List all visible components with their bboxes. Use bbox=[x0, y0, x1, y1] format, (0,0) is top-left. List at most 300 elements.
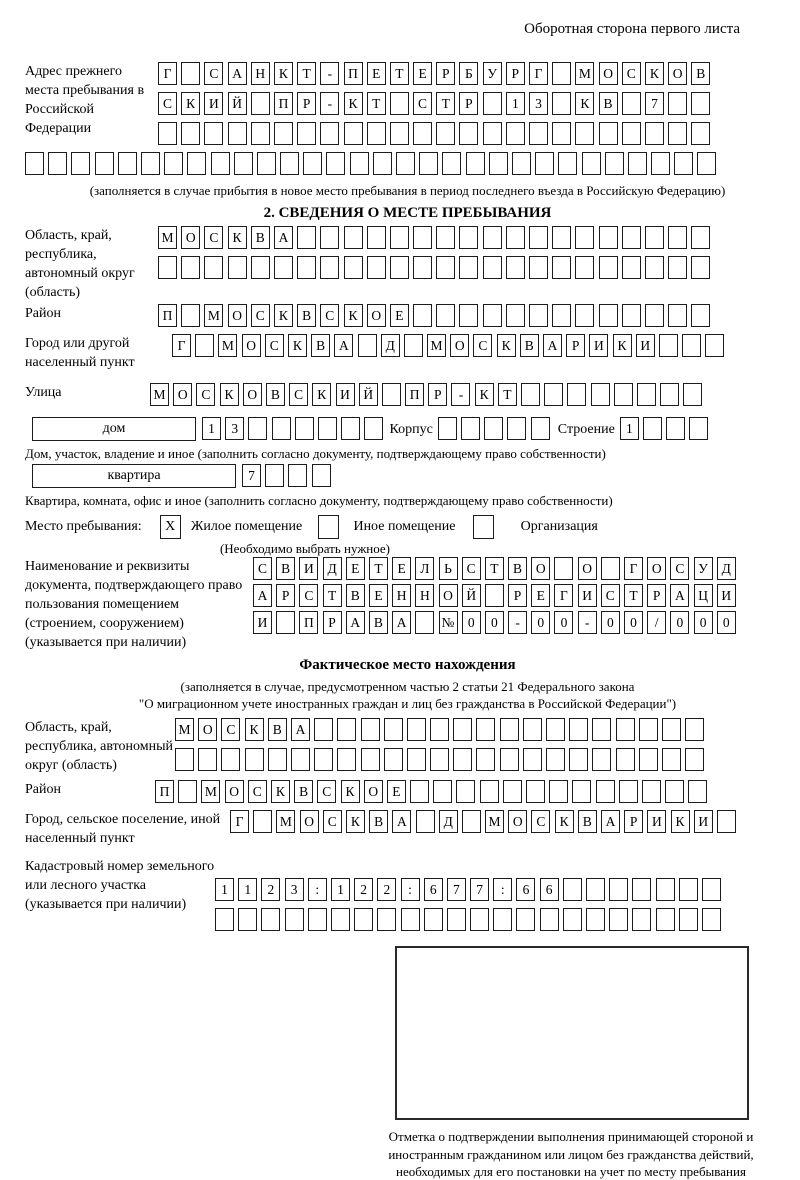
char-box[interactable]: М bbox=[201, 780, 220, 803]
char-box[interactable]: М bbox=[150, 383, 169, 406]
char-box[interactable]: О bbox=[181, 226, 200, 249]
char-box[interactable]: С bbox=[320, 304, 339, 327]
char-box[interactable]: В bbox=[268, 718, 287, 741]
char-box[interactable]: Т bbox=[485, 557, 504, 580]
char-box[interactable] bbox=[619, 780, 638, 803]
char-box[interactable]: В bbox=[311, 334, 330, 357]
char-box[interactable]: Р bbox=[323, 611, 342, 634]
char-box[interactable]: 0 bbox=[554, 611, 573, 634]
char-box[interactable] bbox=[609, 878, 628, 901]
char-box[interactable] bbox=[297, 256, 316, 279]
char-box[interactable] bbox=[500, 718, 519, 741]
char-box[interactable] bbox=[483, 226, 502, 249]
char-box[interactable]: Г bbox=[230, 810, 249, 833]
char-box[interactable] bbox=[662, 718, 681, 741]
char-box[interactable] bbox=[430, 748, 449, 771]
char-box[interactable]: - bbox=[320, 92, 339, 115]
char-box[interactable] bbox=[181, 122, 200, 145]
char-box[interactable]: Т bbox=[369, 557, 388, 580]
char-box[interactable]: К bbox=[228, 226, 247, 249]
char-box[interactable] bbox=[540, 908, 559, 931]
char-box[interactable]: Т bbox=[624, 584, 643, 607]
char-box[interactable]: 2 bbox=[377, 878, 396, 901]
char-box[interactable] bbox=[526, 780, 545, 803]
char-box[interactable] bbox=[668, 122, 687, 145]
char-box[interactable] bbox=[251, 122, 270, 145]
char-box[interactable] bbox=[447, 908, 466, 931]
char-box[interactable]: Т bbox=[436, 92, 455, 115]
char-box[interactable] bbox=[415, 611, 434, 634]
char-box[interactable] bbox=[297, 122, 316, 145]
char-box[interactable]: 1 bbox=[202, 417, 221, 440]
char-box[interactable]: 7 bbox=[447, 878, 466, 901]
char-box[interactable]: К bbox=[555, 810, 574, 833]
char-box[interactable]: К bbox=[181, 92, 200, 115]
char-box[interactable] bbox=[344, 122, 363, 145]
char-box[interactable] bbox=[95, 152, 114, 175]
char-box[interactable] bbox=[215, 908, 234, 931]
char-box[interactable]: А bbox=[274, 226, 293, 249]
char-box[interactable] bbox=[552, 62, 571, 85]
char-box[interactable] bbox=[436, 226, 455, 249]
char-box[interactable] bbox=[516, 908, 535, 931]
char-box[interactable] bbox=[470, 908, 489, 931]
char-box[interactable] bbox=[118, 152, 137, 175]
char-box[interactable] bbox=[601, 557, 620, 580]
char-box[interactable] bbox=[390, 122, 409, 145]
char-box[interactable]: И bbox=[578, 584, 597, 607]
char-box[interactable]: Д bbox=[381, 334, 400, 357]
char-box[interactable] bbox=[257, 152, 276, 175]
char-box[interactable] bbox=[285, 908, 304, 931]
char-box[interactable]: Р bbox=[508, 584, 527, 607]
char-box[interactable]: П bbox=[155, 780, 174, 803]
char-box[interactable] bbox=[483, 304, 502, 327]
char-box[interactable]: Р bbox=[647, 584, 666, 607]
char-box[interactable]: Ц bbox=[694, 584, 713, 607]
char-box[interactable]: К bbox=[497, 334, 516, 357]
char-box[interactable] bbox=[622, 92, 641, 115]
char-box[interactable]: В bbox=[578, 810, 597, 833]
char-box[interactable] bbox=[691, 226, 710, 249]
char-box[interactable] bbox=[195, 334, 214, 357]
char-box[interactable]: Л bbox=[415, 557, 434, 580]
char-box[interactable]: А bbox=[346, 611, 365, 634]
char-box[interactable] bbox=[592, 718, 611, 741]
char-box[interactable] bbox=[599, 122, 618, 145]
char-box[interactable] bbox=[268, 748, 287, 771]
char-box[interactable] bbox=[582, 152, 601, 175]
char-box[interactable] bbox=[622, 256, 641, 279]
char-box[interactable] bbox=[228, 122, 247, 145]
char-box[interactable]: 2 bbox=[261, 878, 280, 901]
char-box[interactable]: С bbox=[204, 226, 223, 249]
char-box[interactable]: 0 bbox=[485, 611, 504, 634]
char-box[interactable] bbox=[493, 908, 512, 931]
char-box[interactable]: С bbox=[323, 810, 342, 833]
char-box[interactable]: Г bbox=[158, 62, 177, 85]
char-box[interactable] bbox=[245, 748, 264, 771]
char-box[interactable] bbox=[358, 334, 377, 357]
char-box[interactable]: : bbox=[308, 878, 327, 901]
char-box[interactable] bbox=[535, 152, 554, 175]
char-box[interactable]: И bbox=[717, 584, 736, 607]
char-box[interactable]: О bbox=[242, 334, 261, 357]
char-box[interactable]: 6 bbox=[540, 878, 559, 901]
char-box[interactable] bbox=[683, 383, 702, 406]
char-box[interactable] bbox=[204, 256, 223, 279]
char-box[interactable]: М bbox=[204, 304, 223, 327]
char-box[interactable] bbox=[702, 878, 721, 901]
char-box[interactable] bbox=[628, 152, 647, 175]
char-box[interactable] bbox=[616, 718, 635, 741]
char-box[interactable]: О bbox=[228, 304, 247, 327]
char-box[interactable] bbox=[436, 122, 455, 145]
checkbox-residential[interactable]: X bbox=[160, 515, 181, 539]
char-box[interactable] bbox=[523, 718, 542, 741]
checkbox-other-premises[interactable] bbox=[318, 515, 339, 539]
char-box[interactable] bbox=[384, 748, 403, 771]
char-box[interactable]: С bbox=[251, 304, 270, 327]
char-box[interactable]: М bbox=[427, 334, 446, 357]
char-box[interactable]: К bbox=[344, 92, 363, 115]
char-box[interactable] bbox=[361, 748, 380, 771]
char-box[interactable] bbox=[521, 383, 540, 406]
char-box[interactable] bbox=[662, 748, 681, 771]
char-box[interactable]: В bbox=[346, 584, 365, 607]
char-box[interactable]: И bbox=[589, 334, 608, 357]
char-box[interactable]: К bbox=[341, 780, 360, 803]
char-box[interactable] bbox=[25, 152, 44, 175]
char-box[interactable] bbox=[659, 334, 678, 357]
char-box[interactable] bbox=[297, 226, 316, 249]
char-box[interactable] bbox=[413, 226, 432, 249]
char-box[interactable] bbox=[575, 256, 594, 279]
char-box[interactable] bbox=[413, 256, 432, 279]
char-box[interactable]: 1 bbox=[620, 417, 639, 440]
char-box[interactable] bbox=[506, 226, 525, 249]
char-box[interactable]: М bbox=[175, 718, 194, 741]
char-box[interactable]: К bbox=[274, 304, 293, 327]
char-box[interactable] bbox=[459, 256, 478, 279]
char-box[interactable]: Е bbox=[413, 62, 432, 85]
char-box[interactable] bbox=[483, 256, 502, 279]
char-box[interactable] bbox=[546, 718, 565, 741]
char-box[interactable] bbox=[575, 226, 594, 249]
char-box[interactable] bbox=[503, 780, 522, 803]
char-box[interactable] bbox=[303, 152, 322, 175]
char-box[interactable] bbox=[575, 122, 594, 145]
char-box[interactable]: Т bbox=[498, 383, 517, 406]
char-box[interactable] bbox=[500, 748, 519, 771]
char-box[interactable] bbox=[691, 122, 710, 145]
char-box[interactable] bbox=[424, 908, 443, 931]
char-box[interactable]: О bbox=[578, 557, 597, 580]
char-box[interactable] bbox=[605, 152, 624, 175]
char-box[interactable] bbox=[679, 908, 698, 931]
char-box[interactable]: Д bbox=[323, 557, 342, 580]
char-box[interactable]: Й bbox=[228, 92, 247, 115]
char-box[interactable] bbox=[645, 304, 664, 327]
char-box[interactable]: Й bbox=[462, 584, 481, 607]
char-box[interactable]: Н bbox=[251, 62, 270, 85]
char-box[interactable]: О bbox=[668, 62, 687, 85]
char-box[interactable]: О bbox=[450, 334, 469, 357]
char-box[interactable]: 1 bbox=[506, 92, 525, 115]
char-box[interactable] bbox=[178, 780, 197, 803]
char-box[interactable]: А bbox=[392, 611, 411, 634]
char-box[interactable]: Р bbox=[566, 334, 585, 357]
char-box[interactable] bbox=[291, 748, 310, 771]
char-box[interactable]: П bbox=[158, 304, 177, 327]
char-box[interactable]: 0 bbox=[624, 611, 643, 634]
char-box[interactable] bbox=[350, 152, 369, 175]
char-box[interactable] bbox=[639, 748, 658, 771]
char-box[interactable] bbox=[689, 417, 708, 440]
char-box[interactable] bbox=[390, 256, 409, 279]
char-box[interactable] bbox=[632, 878, 651, 901]
char-box[interactable]: К bbox=[245, 718, 264, 741]
char-box[interactable] bbox=[666, 417, 685, 440]
char-box[interactable] bbox=[705, 334, 724, 357]
char-box[interactable]: Е bbox=[392, 557, 411, 580]
char-box[interactable] bbox=[596, 780, 615, 803]
char-box[interactable]: 0 bbox=[531, 611, 550, 634]
char-box[interactable] bbox=[546, 748, 565, 771]
char-box[interactable] bbox=[637, 383, 656, 406]
char-box[interactable] bbox=[442, 152, 461, 175]
char-box[interactable] bbox=[221, 748, 240, 771]
char-box[interactable] bbox=[549, 780, 568, 803]
char-box[interactable] bbox=[506, 122, 525, 145]
char-box[interactable]: В bbox=[276, 557, 295, 580]
char-box[interactable] bbox=[563, 908, 582, 931]
char-box[interactable]: Н bbox=[392, 584, 411, 607]
char-box[interactable]: Б bbox=[459, 62, 478, 85]
char-box[interactable]: К bbox=[346, 810, 365, 833]
char-box[interactable]: О bbox=[647, 557, 666, 580]
char-box[interactable] bbox=[645, 226, 664, 249]
char-box[interactable]: 0 bbox=[694, 611, 713, 634]
char-box[interactable] bbox=[238, 908, 257, 931]
char-box[interactable] bbox=[599, 304, 618, 327]
char-box[interactable] bbox=[274, 256, 293, 279]
char-box[interactable] bbox=[569, 748, 588, 771]
char-box[interactable]: К bbox=[288, 334, 307, 357]
char-box[interactable]: 1 bbox=[238, 878, 257, 901]
char-box[interactable] bbox=[272, 417, 291, 440]
char-box[interactable] bbox=[567, 383, 586, 406]
char-box[interactable] bbox=[274, 122, 293, 145]
char-box[interactable]: А bbox=[601, 810, 620, 833]
char-box[interactable] bbox=[361, 718, 380, 741]
char-box[interactable]: У bbox=[694, 557, 713, 580]
char-box[interactable] bbox=[668, 92, 687, 115]
char-box[interactable] bbox=[382, 383, 401, 406]
char-box[interactable] bbox=[572, 780, 591, 803]
char-box[interactable]: С bbox=[221, 718, 240, 741]
char-box[interactable]: Е bbox=[387, 780, 406, 803]
char-box[interactable]: 0 bbox=[601, 611, 620, 634]
char-box[interactable]: - bbox=[508, 611, 527, 634]
char-box[interactable]: И bbox=[694, 810, 713, 833]
char-box[interactable]: Т bbox=[323, 584, 342, 607]
char-box[interactable] bbox=[483, 92, 502, 115]
char-box[interactable]: А bbox=[670, 584, 689, 607]
char-box[interactable] bbox=[552, 256, 571, 279]
char-box[interactable] bbox=[609, 908, 628, 931]
char-box[interactable] bbox=[344, 256, 363, 279]
char-box[interactable] bbox=[436, 304, 455, 327]
char-box[interactable] bbox=[599, 256, 618, 279]
char-box[interactable]: 7 bbox=[470, 878, 489, 901]
char-box[interactable] bbox=[660, 383, 679, 406]
char-box[interactable]: С bbox=[622, 62, 641, 85]
char-box[interactable]: Р bbox=[506, 62, 525, 85]
char-box[interactable] bbox=[569, 718, 588, 741]
char-box[interactable] bbox=[318, 417, 337, 440]
char-box[interactable]: И bbox=[299, 557, 318, 580]
char-box[interactable]: Т bbox=[367, 92, 386, 115]
char-box[interactable] bbox=[599, 226, 618, 249]
char-box[interactable] bbox=[253, 810, 272, 833]
char-box[interactable]: - bbox=[320, 62, 339, 85]
char-box[interactable] bbox=[211, 152, 230, 175]
char-box[interactable] bbox=[674, 152, 693, 175]
char-box[interactable] bbox=[251, 92, 270, 115]
char-box[interactable] bbox=[462, 810, 481, 833]
char-box[interactable]: Р bbox=[624, 810, 643, 833]
char-box[interactable] bbox=[265, 464, 284, 487]
char-box[interactable] bbox=[476, 718, 495, 741]
char-box[interactable]: 0 bbox=[717, 611, 736, 634]
char-box[interactable]: М bbox=[485, 810, 504, 833]
char-box[interactable] bbox=[413, 304, 432, 327]
char-box[interactable]: О bbox=[364, 780, 383, 803]
char-box[interactable] bbox=[158, 256, 177, 279]
char-box[interactable] bbox=[552, 304, 571, 327]
char-box[interactable]: Р bbox=[459, 92, 478, 115]
char-box[interactable] bbox=[656, 878, 675, 901]
char-box[interactable]: М bbox=[158, 226, 177, 249]
char-box[interactable]: О bbox=[599, 62, 618, 85]
char-box[interactable]: В bbox=[691, 62, 710, 85]
char-box[interactable]: К bbox=[344, 304, 363, 327]
char-box[interactable]: 6 bbox=[424, 878, 443, 901]
char-box[interactable] bbox=[639, 718, 658, 741]
char-box[interactable]: В bbox=[369, 611, 388, 634]
char-box[interactable]: П bbox=[344, 62, 363, 85]
char-box[interactable]: С bbox=[317, 780, 336, 803]
char-box[interactable]: С bbox=[196, 383, 215, 406]
char-box[interactable] bbox=[507, 417, 526, 440]
char-box[interactable]: Г bbox=[172, 334, 191, 357]
char-box[interactable]: К bbox=[575, 92, 594, 115]
char-box[interactable] bbox=[682, 334, 701, 357]
char-box[interactable] bbox=[456, 780, 475, 803]
char-box[interactable]: И bbox=[336, 383, 355, 406]
char-box[interactable] bbox=[622, 226, 641, 249]
char-box[interactable]: 1 bbox=[215, 878, 234, 901]
char-box[interactable]: В bbox=[297, 304, 316, 327]
char-box[interactable]: Д bbox=[439, 810, 458, 833]
char-box[interactable] bbox=[384, 718, 403, 741]
char-box[interactable]: Е bbox=[369, 584, 388, 607]
char-box[interactable] bbox=[552, 226, 571, 249]
checkbox-organization[interactable] bbox=[473, 515, 494, 539]
char-box[interactable]: 3 bbox=[285, 878, 304, 901]
char-box[interactable] bbox=[158, 122, 177, 145]
char-box[interactable]: И bbox=[253, 611, 272, 634]
char-box[interactable] bbox=[344, 226, 363, 249]
char-box[interactable] bbox=[717, 810, 736, 833]
char-box[interactable] bbox=[373, 152, 392, 175]
char-box[interactable] bbox=[552, 122, 571, 145]
char-box[interactable] bbox=[276, 611, 295, 634]
char-box[interactable] bbox=[367, 122, 386, 145]
char-box[interactable] bbox=[308, 908, 327, 931]
char-box[interactable] bbox=[331, 908, 350, 931]
char-box[interactable]: С bbox=[248, 780, 267, 803]
char-box[interactable] bbox=[320, 226, 339, 249]
house-type-box[interactable]: дом bbox=[32, 417, 196, 441]
char-box[interactable]: А bbox=[253, 584, 272, 607]
char-box[interactable] bbox=[685, 718, 704, 741]
char-box[interactable] bbox=[529, 304, 548, 327]
char-box[interactable] bbox=[668, 226, 687, 249]
char-box[interactable] bbox=[575, 304, 594, 327]
char-box[interactable]: С bbox=[289, 383, 308, 406]
char-box[interactable]: А bbox=[392, 810, 411, 833]
char-box[interactable]: Ь bbox=[439, 557, 458, 580]
char-box[interactable] bbox=[591, 383, 610, 406]
char-box[interactable]: И bbox=[636, 334, 655, 357]
char-box[interactable]: Д bbox=[717, 557, 736, 580]
char-box[interactable] bbox=[642, 780, 661, 803]
char-box[interactable]: : bbox=[493, 878, 512, 901]
char-box[interactable]: Е bbox=[367, 62, 386, 85]
char-box[interactable] bbox=[691, 256, 710, 279]
char-box[interactable] bbox=[401, 908, 420, 931]
char-box[interactable] bbox=[337, 748, 356, 771]
char-box[interactable]: И bbox=[647, 810, 666, 833]
char-box[interactable]: Р bbox=[297, 92, 316, 115]
char-box[interactable] bbox=[228, 256, 247, 279]
char-box[interactable] bbox=[586, 878, 605, 901]
char-box[interactable] bbox=[459, 122, 478, 145]
char-box[interactable] bbox=[314, 748, 333, 771]
char-box[interactable] bbox=[181, 256, 200, 279]
char-box[interactable] bbox=[312, 464, 331, 487]
char-box[interactable] bbox=[697, 152, 716, 175]
char-box[interactable]: К bbox=[271, 780, 290, 803]
char-box[interactable] bbox=[404, 334, 423, 357]
char-box[interactable] bbox=[261, 908, 280, 931]
char-box[interactable] bbox=[691, 92, 710, 115]
char-box[interactable] bbox=[433, 780, 452, 803]
char-box[interactable]: Н bbox=[415, 584, 434, 607]
char-box[interactable]: Е bbox=[346, 557, 365, 580]
char-box[interactable]: В bbox=[369, 810, 388, 833]
char-box[interactable] bbox=[558, 152, 577, 175]
char-box[interactable] bbox=[430, 718, 449, 741]
char-box[interactable] bbox=[337, 718, 356, 741]
char-box[interactable] bbox=[164, 152, 183, 175]
char-box[interactable] bbox=[280, 152, 299, 175]
char-box[interactable]: 6 bbox=[516, 878, 535, 901]
char-box[interactable]: Т bbox=[390, 62, 409, 85]
char-box[interactable]: О bbox=[198, 718, 217, 741]
